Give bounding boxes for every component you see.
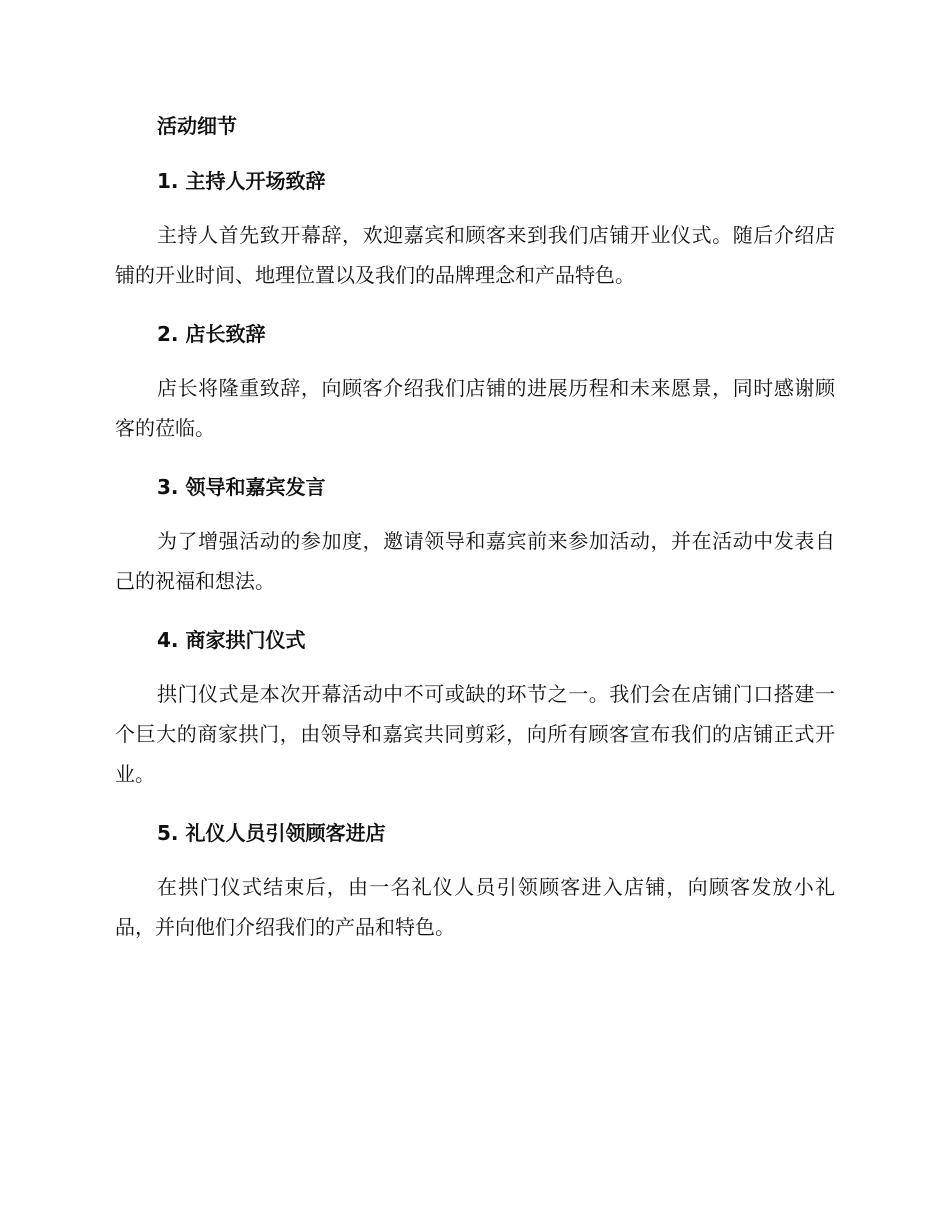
document-title: 活动细节 [157, 114, 237, 138]
section-body-2: 店长将隆重致辞，向顾客介绍我们店铺的进展历程和未来愿景，同时感谢顾客的莅临。 [115, 376, 835, 440]
section-body-3: 为了增强活动的参加度，邀请领导和嘉宾前来参加活动，并在活动中发表自己的祝福和想法。 [115, 529, 835, 593]
section-heading-4: 4. 商家拱门仪式 [157, 628, 306, 652]
section-body-4: 拱门仪式是本次开幕活动中不可或缺的环节之一。我们会在店铺门口搭建一个巨大的商家拱门，由领导和嘉宾共同剪彩，向所有顾客宣布我们的店铺正式开业。 [115, 682, 835, 786]
section-body-1: 主持人首先致开幕辞，欢迎嘉宾和顾客来到我们店铺开业仪式。随后介绍店铺的开业时间、地理位置以及我们的品牌理念和产品特色。 [115, 223, 835, 287]
section-body-5: 在拱门仪式结束后，由一名礼仪人员引领顾客进入店铺，向顾客发放小礼品，并向他们介绍我们的产品和特色。 [115, 875, 835, 939]
section-heading-5: 5. 礼仪人员引领顾客进店 [157, 821, 386, 845]
section-heading-2: 2. 店长致辞 [157, 322, 266, 346]
section-heading-3: 3. 领导和嘉宾发言 [157, 475, 326, 499]
section-heading-1: 1. 主持人开场致辞 [157, 169, 326, 193]
